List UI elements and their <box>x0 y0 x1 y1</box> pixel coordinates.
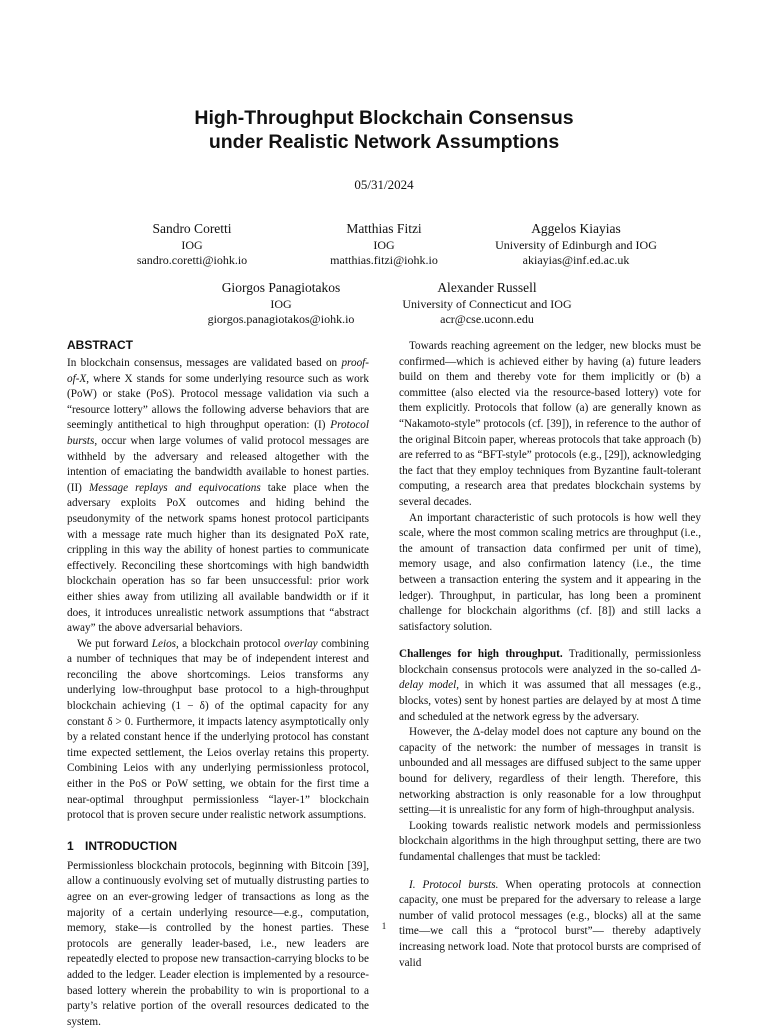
author-name: Matthias Fitzi <box>346 221 422 236</box>
author-name: Alexander Russell <box>437 280 537 295</box>
section-title: INTRODUCTION <box>85 838 177 853</box>
author-email: acr@cse.uconn.edu <box>440 312 534 326</box>
author-affiliation: IOG <box>373 238 395 252</box>
paper-title-line-1: High-Throughput Blockchain Consensus <box>194 107 574 129</box>
author-block <box>446 220 706 268</box>
author-email: akiayias@inf.ed.ac.uk <box>522 253 630 267</box>
body-paragraph: An important characteristic of such protocols is how well they scale, where the most common scaling metrics are throughput (i.e., the amount of transaction data confirmed per unit of time), memory usage, and also confirmation latency (i.e., the time between a transaction entering the system and it appearing in the ledger). Throughput, in particular, has long been a prominent challenge for blockchain algorithms (cf. [8]) and still lacks a satisfactory solution. <box>399 511 701 633</box>
body-paragraph: Towards reaching agreement on the ledger, new blocks must be confirmed—which is achieved either by having (a) future leaders build on them and thereby vote for them implicitly or (b) a committee (also elected via the resource-based lottery) vote for them explicitly. Protocols that follow (a) are generally known as “Nakamoto-style” protocols (cf. [39]), in reference to the author of the original Bitcoin paper, whereas protocols that take approach (b) are referred to as “BFT-style” protocols (e.g., [29]), acknowledging the fact that they employ techniques from Byzantine fault-tolerant computing, a research area that predates blockchain systems by several decades. <box>399 340 701 508</box>
page-number: 1 <box>381 921 387 931</box>
section-heading-introduction <box>67 838 369 854</box>
paper-title-line-2: under Realistic Network Assumptions <box>208 131 560 153</box>
right-column <box>399 339 701 971</box>
paper-date: 05/31/2024 <box>354 177 414 192</box>
author-affiliation: IOG <box>270 297 292 311</box>
abstract-paragraph: We put forward Leios, a blockchain protocol overlay combining a number of techniques that may be of independent interest and reconciling the above shortcomings. Leios transforms any underlying low-throughput base protocol to a high-throughput blockchain achieving (1 − δ) of the optimal capacity for any constant δ > 0. Furthermore, it impacts latency asymptotically only by a related constant hence if the underlying protocol has constant time expected settlement, the Leios overlay retains this property. Combining Leios with any underlying permissionless protocol, either in the PoS or PoW setting, we obtain for the first time a near-optimal throughput permissionless “layer-1” blockchain protocol that is proven secure under realistic network assumptions. <box>67 637 369 822</box>
author-affiliation: University of Edinburgh and IOG <box>495 238 657 252</box>
author-email: sandro.coretti@iohk.io <box>136 253 248 267</box>
author-email: matthias.fitzi@iohk.io <box>330 253 438 267</box>
author-affiliation: University of Connecticut and IOG <box>402 297 572 311</box>
body-paragraph: However, the Δ-delay model does not capture any bound on the capacity of the network: the number of messages in transit is unbounded and all messages are diffused subject to the same upper bound for delivery, regardless of their length. Therefore, this networking abstraction is only reasonable for a low throughput setting—it is unrealistic for any form of high-throughput analysis. <box>399 726 701 817</box>
author-block <box>357 279 617 327</box>
abstract-paragraph: In blockchain consensus, messages are validated based on proof-of-X, where X stands for some underlying resource such as work (PoW) or stake (PoS). Protocol message validation via such a “resource lottery” allows the following adverse behaviors that are seemingly antithetical to high throughput operation: (I) Protocol bursts, occur when large volumes of valid protocol messages are withheld by the adversary and released altogether with the intention of emaciating the bandwidth available to honest parties. (II) Message replays and equivocations take place when the adversary exploits PoX outcomes and hiding behind the pseudonymity of the network spams honest protocol participants with a message rate much higher than its designated PoX rate, crippling in this way the ability of honest parties to communicate effectively. Reconciling these shortcomings with high bandwidth blockchain operation has so far been unsuccessful: prior work either shies away from utilizing all available bandwidth or if it does, it introduces unrealistic network assumptions that “abstract away” the above adversarial behaviors. <box>67 357 369 635</box>
body-paragraph: Challenges for high throughput. Traditionally, permissionless blockchain consensus protocols were analyzed in the so-called Δ-delay model, in which it was assumed that all messages (e.g., blocks, votes) sent by honest parties are delayed by at most Δ time and scheduled at the network egress by the adversary. <box>399 648 701 723</box>
author-name: Giorgos Panagiotakos <box>221 280 341 295</box>
author-name: Aggelos Kiayias <box>531 221 621 236</box>
abstract-heading: ABSTRACT <box>67 338 133 352</box>
body-paragraph: Permissionless blockchain protocols, beginning with Bitcoin [39], allow a continuously evolving set of mutually distrusting parties to agree on an ever-growing ledger of transactions as long as the majority of a certain underlying resource—e.g., computation, memory, stake—is controlled by the honest parties. These protocols are generally leader-based, i.e., new leaders are repeatedly elected to propose new transaction-carrying blocks to be added to the ledger. Leader election is implemented by a resource-based lottery wherein the probability to win is proportional to a party’s relative portion of the overall resources dedicated to the system. <box>67 859 369 1028</box>
run-in-heading: Challenges for high throughput. <box>399 648 563 661</box>
author-name: Sandro Coretti <box>152 221 232 236</box>
body-paragraph: Looking towards realistic network models and permissionless blockchain algorithms in the high throughput setting, there are two fundamental challenges that must be tackled: <box>399 819 701 863</box>
body-paragraph: I. Protocol bursts. When operating protocols at connection capacity, one must be prepared for the adversary to release a large number of valid protocol messages (e.g., blocks) all at the same time—we call this a “protocol burst”— thereby adaptively increasing network load. Note that protocol bursts are comprised of valid <box>399 878 701 969</box>
author-email: giorgos.panagiotakos@iohk.io <box>207 312 355 326</box>
author-affiliation: IOG <box>181 238 203 252</box>
section-number: 1 <box>67 838 74 853</box>
